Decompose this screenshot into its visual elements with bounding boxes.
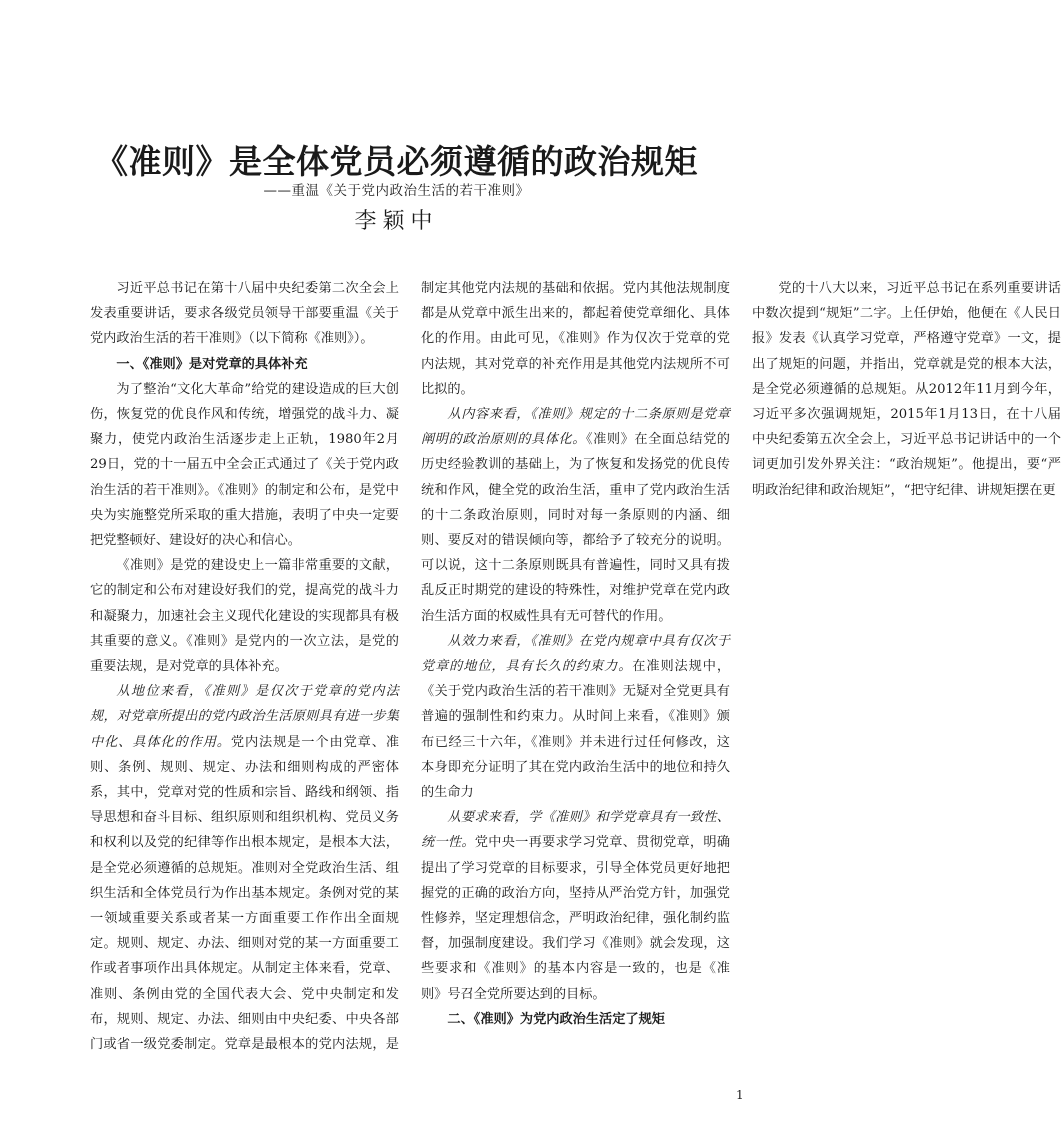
paragraph-lead: 从内容来看，《准则》规定的十二条原则是党章阐明的政治原则的具体化。	[421, 407, 730, 448]
article-paragraph	[421, 629, 730, 805]
paragraph-text: 《准则》在全面总结党的历史经验教训的基础上，为了恢复和发扬党的优良传统和作风，健全党的政治生活，重申了党内政治生活的十二条政治原则，同时对每一条原则的内涵、细则、要反对的错误倾向等，都给予了较充分的说明。可以说，这十二条原则既具有普遍性，同时又具有拨乱反正时期党的建设的特殊性，对维护党章在党内政治生活方面的权威性具有无可替代的作用。	[421, 432, 730, 624]
article-paragraph: 习近平总书记在第十八届中央纪委第二次全会上发表重要讲话，要求各级党员领导干部要重温《关于党内政治生活的若干准则》（以下简称《准则》）。	[90, 281, 399, 347]
article-paragraph: 党的十八大以来，习近平总书记在系列重要讲话中数次提到“规矩”二字。上任伊始，他便在《人民日报》发表《认真学习党章，严格遵守党章》一文，提出了规矩的问题，并指出，党章就是党的根本大法，是全党必须遵循的总规矩。从2012年11月到今年，习近平多次强调规矩，2015年1月13日，在十八届中央纪委第五次全会上，习近平总书记讲话中的一个词更加引发外界关注：“政治规矩”。他提出，要“严明政治纪律和政治规矩”，“把守纪律、讲规矩摆在更	[752, 281, 1061, 498]
section-heading: 二、《准则》为党内政治生活定了规矩	[447, 1011, 665, 1027]
page-title: 《准则》是全体党员必须遵循的政治规矩	[95, 142, 698, 181]
article-paragraph: 《准则》是党的建设史上一篇非常重要的文献，它的制定和公布对建设好我们的党，提高党的战斗力和凝聚力，加速社会主义现代化建设的实现都具有极其重要的意义。《准则》是党内的一次立法，是党的重要法规，是对党章的具体补充。	[90, 558, 399, 675]
article-body	[90, 276, 1061, 1066]
article-paragraph	[421, 402, 730, 629]
paragraph-text: 党内法规是一个由党章、准则、条例、规则、规定、办法和细则构成的严密体系，其中，党章对党的性质和宗旨、路线和纲领、指导思想和奋斗目标、组织原则和组织机构、党员义务和权利以及党的纪律等作出根本规定，是根本大法，是全党必须遵循的总规矩。准则对全党政治生活、组织生活和全体党员行为作出基本规定。条例对党的某一领域重要关系或者某一方面重要工作作出全面规定。规则、规定、办法、细则对党的某一方面重要工作或者事项作出具体规定。从制定主体来看，党章、准则、条例由党的全国代表大会、党中央制定和发布，规则、规定、办法、细则由中央纪委、中央各部门或省一级党委制定。党章是最根本的党内法规，是制定其他党内法规的基础和依据。党内其他法规制度都是从党章中派生出来的，都起着使党章细化、具体化的作用。由此可见，《准则》作为仅次于党章的党内法规，其对党章的补充作用是其他党内法规所不可比拟的。	[90, 281, 730, 1053]
paragraph-lead: 从地位来看，《准则》是仅次于党章的党内法规，对党章所提出的党内政治生活原则具有进一步集中化、具体化的作用。	[90, 684, 399, 750]
page-subtitle: ——重温《关于党内政治生活的若干准则》	[263, 183, 530, 199]
article-paragraph	[421, 805, 730, 1007]
page-number: 1	[736, 1088, 744, 1102]
paragraph-lead: 从要求来看，学《准则》和学党章具有一致性、统一性。	[421, 810, 730, 851]
paragraph-text: 在准则法规中，《关于党内政治生活的若干准则》无疑对全党更具有普遍的强制性和约束力。从时间上来看，《准则》颁布已经三十六年，《准则》并未进行过任何修改，这本身即充分证明了其在党内政治生活中的地位和持久的生命力	[421, 659, 731, 801]
section-heading: 一、《准则》是对党章的具体补充	[116, 356, 308, 372]
paragraph-text: 党中央一再要求学习党章、贯彻党章，明确提出了学习党章的目标要求，引导全体党员更好地把握党的正确的政治方向，坚持从严治党方针，加强党性修养，坚定理想信念，严明政治纪律，强化制约监督，加强制度建设。我们学习《准则》就会发现，这些要求和《准则》的基本内容是一致的，也是《准则》号召全党所要达到的目标。	[421, 835, 731, 1002]
article-paragraph: 为了整治“文化大革命”给党的建设造成的巨大创伤，恢复党的优良作风和传统，增强党的战斗力、凝聚力，使党内政治生活逐步走上正轨，1980年2月29日，党的十一届五中全会正式通过了《关于党内政治生活的若干准则》。《准则》的制定和公布，是党中央为实施整党所采取的重大措施，表明了中央一定要把党整顿好、建设好的决心和信心。	[90, 381, 399, 549]
author-name: 李颖中	[354, 209, 439, 234]
paragraph-lead: 从效力来看，《准则》在党内规章中具有仅次于党章的地位，具有长久的约束力。	[421, 633, 730, 675]
